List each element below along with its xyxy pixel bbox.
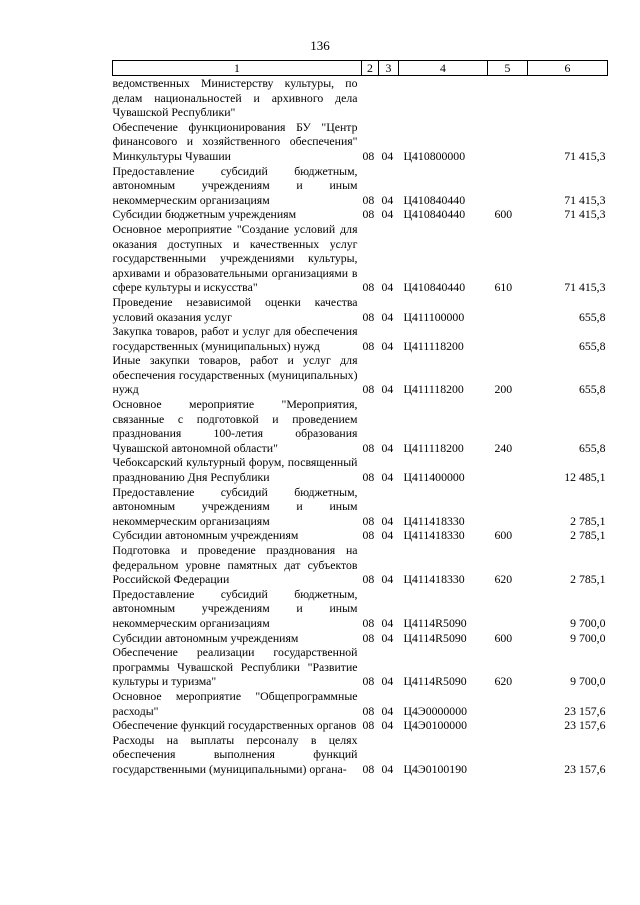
row-section: 08	[362, 572, 375, 587]
row-section: 08	[362, 513, 375, 528]
row-target-code: Ц4114R5090	[403, 615, 467, 630]
row-section: 08	[362, 761, 375, 776]
row-expense-type	[488, 76, 528, 120]
row-amount: 9 700,0	[570, 674, 606, 689]
table-row	[113, 397, 608, 455]
row-section: 08	[362, 703, 375, 718]
row-subsection: 04	[381, 703, 394, 718]
row-amount: 23 157,6	[564, 703, 606, 718]
row-name: Обеспечение функций государственных органов	[112, 718, 357, 733]
row-target-code: Ц411418330	[403, 528, 465, 543]
row-amount: 71 415,3	[564, 207, 606, 222]
table-row	[113, 324, 608, 353]
row-subsection: 04	[381, 630, 394, 645]
row-amount	[528, 76, 608, 120]
row-section: 08	[362, 192, 375, 207]
row-target-code: Ц411400000	[403, 470, 465, 485]
row-target-code: Ц411418330	[403, 513, 465, 528]
row-name: Основное мероприятие "Мероприятия, связанные с подготовкой и проведением празднования 100-летия образования Чувашской автономной области"	[112, 397, 358, 455]
row-name: Субсидии автономным учреждениям	[112, 528, 299, 543]
row-section: 08	[362, 382, 375, 397]
row-amount: 655,8	[578, 338, 606, 353]
row-target-code: Ц410800000	[403, 148, 466, 163]
row-expense-type: 200	[494, 382, 513, 397]
table-row	[113, 718, 608, 733]
row-name: Обеспечение реализации государственной программы Чувашской Республики "Развитие культуры и туризма"	[112, 645, 358, 689]
row-expense-type: 600	[494, 630, 513, 645]
row-name: Предоставление субсидий бюджетным, автономным учреждениям и иным некоммерческим организациям	[112, 586, 358, 630]
row-amount: 23 157,6	[564, 761, 606, 776]
row-target-code: Ц4Э0000000	[403, 703, 467, 718]
table-row	[113, 295, 608, 324]
row-section: 08	[362, 338, 375, 353]
row-section: 08	[362, 718, 375, 733]
row-amount: 2 785,1	[570, 572, 606, 587]
row-section: 08	[362, 470, 375, 485]
row-target-code: Ц4114R5090	[403, 630, 467, 645]
table-row	[113, 76, 608, 120]
row-name: Закупка товаров, работ и услуг для обеспечения государственных (муниципальных) нужд	[112, 324, 358, 353]
row-amount: 655,8	[578, 382, 606, 397]
row-subsection: 04	[381, 513, 394, 528]
row-expense-type	[488, 295, 528, 324]
table-row	[113, 645, 608, 689]
row-subsection: 04	[381, 470, 394, 485]
row-expense-type: 600	[494, 528, 513, 543]
header-col-5: 5	[488, 61, 528, 76]
row-amount: 71 415,3	[564, 148, 606, 163]
row-name: Чебоксарский культурный форум, посвященный празднованию Дня Республики	[112, 455, 358, 485]
row-subsection: 04	[381, 674, 394, 689]
row-expense-type	[488, 324, 528, 353]
row-section: 08	[362, 528, 375, 543]
table-row	[113, 164, 608, 208]
row-expense-type	[488, 587, 528, 631]
row-subsection: 04	[381, 207, 394, 222]
row-subsection	[379, 76, 399, 120]
header-col-3: 3	[379, 61, 399, 76]
row-expense-type: 620	[494, 674, 513, 689]
row-subsection: 04	[381, 440, 394, 455]
row-expense-type	[488, 718, 528, 733]
row-name: ведомственных Министерству культуры, по делам национальностей и архивного дела Чувашской Республики"	[112, 76, 358, 120]
row-section	[362, 76, 379, 120]
row-target-code: Ц411118200	[403, 338, 464, 353]
row-target-code: Ц410840440	[403, 207, 466, 222]
header-col-6: 6	[528, 61, 608, 76]
row-subsection: 04	[381, 309, 394, 324]
row-section: 08	[362, 280, 375, 295]
table-row	[113, 120, 608, 164]
row-name: Расходы на выплаты персоналу в целях обеспечения выполнения функций государственными (муниципальными) органа-	[112, 732, 358, 776]
table-row	[113, 689, 608, 718]
row-expense-type: 610	[494, 280, 513, 295]
page-number: 136	[310, 38, 330, 53]
row-section: 08	[362, 207, 375, 222]
row-target-code: Ц4114R5090	[403, 674, 467, 689]
row-section: 08	[362, 674, 375, 689]
row-amount: 12 485,1	[564, 470, 606, 485]
row-subsection: 04	[381, 148, 394, 163]
row-target-code: Ц4Э0100000	[403, 718, 467, 733]
table-row	[113, 455, 608, 484]
row-expense-type	[488, 455, 528, 484]
row-subsection: 04	[381, 192, 394, 207]
table-row	[113, 528, 608, 543]
row-name: Субсидии автономным учреждениям	[112, 630, 299, 645]
row-subsection: 04	[381, 718, 394, 733]
row-subsection: 04	[381, 338, 394, 353]
row-amount: 9 700,0	[570, 615, 606, 630]
row-name: Подготовка и проведение празднования на федеральном уровне памятных дат субъектов Российской Федерации	[112, 543, 358, 587]
row-subsection: 04	[381, 382, 394, 397]
row-target-code: Ц410840440	[403, 280, 466, 295]
row-target-code: Ц411118200	[403, 382, 464, 397]
row-name: Обеспечение функционирования БУ "Центр финансового и хозяйственного обеспечения" Минкультуры Чувашии	[112, 119, 358, 163]
budget-table	[112, 60, 608, 777]
row-name: Субсидии бюджетным учреждениям	[112, 207, 297, 222]
row-name: Предоставление субсидий бюджетным, автономным учреждениям и иным некоммерческим организациям	[112, 484, 358, 528]
row-target-code	[399, 76, 488, 120]
row-subsection: 04	[381, 761, 394, 776]
row-amount: 71 415,3	[564, 192, 606, 207]
row-amount: 655,8	[578, 440, 606, 455]
row-subsection: 04	[381, 280, 394, 295]
table-row	[113, 543, 608, 587]
header-col-1: 1	[113, 61, 362, 76]
row-section: 08	[362, 440, 375, 455]
table-header-row	[113, 61, 608, 76]
table-row	[113, 353, 608, 397]
row-amount: 9 700,0	[570, 630, 606, 645]
row-name: Иные закупки товаров, работ и услуг для обеспечения государственных (муниципальных) нужд	[112, 353, 358, 397]
row-name: Основное мероприятие "Создание условий для оказания доступных и качественных услуг государственными учреждениями культуры, архивами и образовательными организациями в сфере культуры и искусства"	[112, 221, 358, 295]
row-amount: 2 785,1	[570, 528, 606, 543]
row-amount: 2 785,1	[570, 513, 606, 528]
header-col-4: 4	[399, 61, 488, 76]
row-expense-type	[488, 120, 528, 164]
row-amount: 71 415,3	[564, 280, 606, 295]
row-expense-type	[488, 164, 528, 208]
row-target-code: Ц411418330	[403, 572, 465, 587]
row-expense-type	[488, 485, 528, 529]
table-row	[113, 207, 608, 222]
row-amount: 23 157,6	[564, 718, 606, 733]
row-target-code: Ц411100000	[403, 309, 465, 324]
row-subsection: 04	[381, 615, 394, 630]
table-row	[113, 485, 608, 529]
table-row	[113, 733, 608, 777]
row-expense-type	[488, 689, 528, 718]
header-col-2: 2	[362, 61, 379, 76]
row-expense-type: 620	[494, 572, 513, 587]
row-target-code: Ц4Э0100190	[403, 761, 467, 776]
row-expense-type: 240	[494, 440, 513, 455]
row-amount: 655,8	[578, 309, 606, 324]
table-row	[113, 587, 608, 631]
row-section: 08	[362, 148, 375, 163]
row-expense-type: 600	[494, 207, 513, 222]
row-target-code: Ц410840440	[403, 192, 466, 207]
table-row	[113, 631, 608, 646]
row-expense-type	[488, 733, 528, 777]
table-row	[113, 222, 608, 295]
row-target-code: Ц411118200	[403, 440, 464, 455]
row-subsection: 04	[381, 572, 394, 587]
row-name: Предоставление субсидий бюджетным, автономным учреждениям и иным некоммерческим организациям	[112, 163, 358, 207]
row-section: 08	[362, 615, 375, 630]
row-name: Проведение независимой оценки качества условий оказания услуг	[112, 294, 358, 324]
row-section: 08	[362, 309, 375, 324]
row-section: 08	[362, 630, 375, 645]
row-subsection: 04	[381, 528, 394, 543]
row-name: Основное мероприятие "Общепрограммные расходы"	[112, 688, 358, 718]
